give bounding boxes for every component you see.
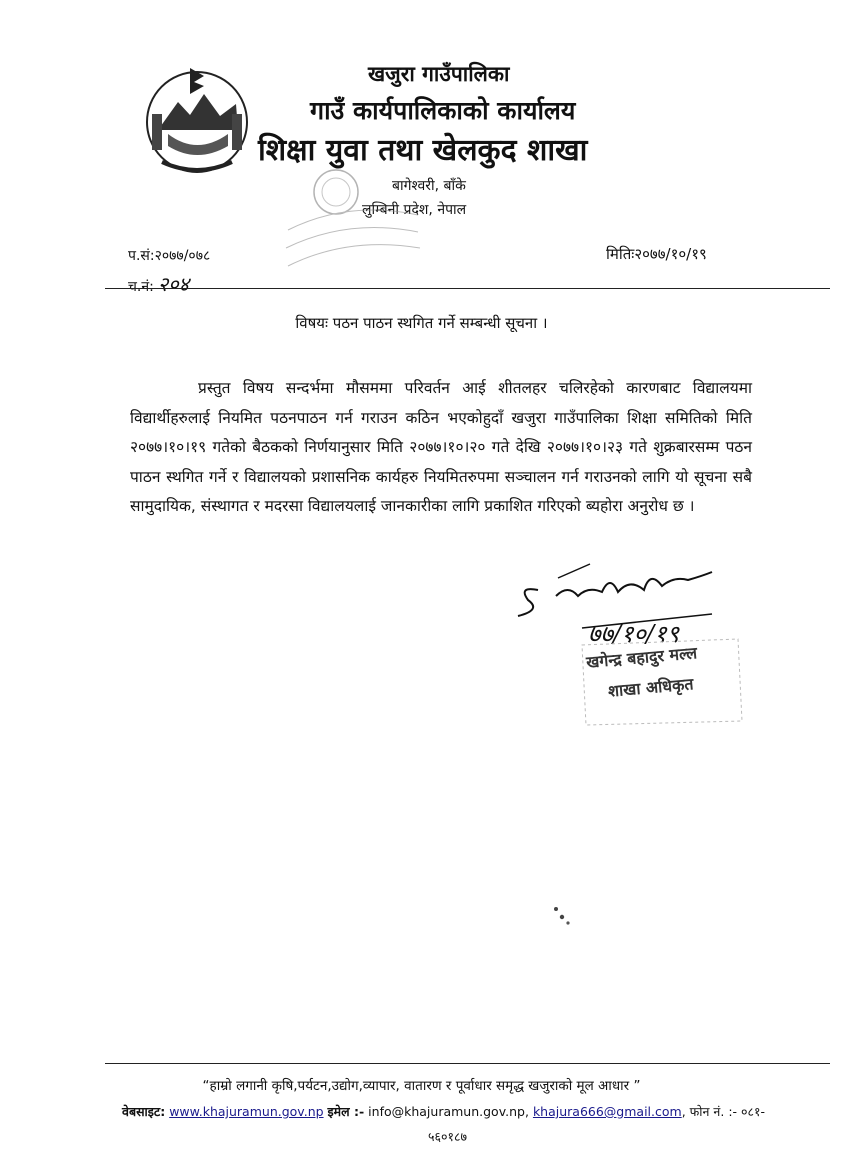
reference-number: प.सं:२०७७/०७८ [128,248,211,264]
municipality-name: खजुरा गाउँपालिका [368,62,510,86]
website-link[interactable]: www.khajuramun.gov.np [169,1104,324,1119]
header-divider [105,288,830,289]
notice-body: प्रस्तुत विषय सन्दर्भमा मौसममा परिवर्तन आई शीतलहर चलिरहेको कारणबाट विद्यालयमा विद्यार्थीहरुलाई नियमित पठनपाठन गर्न गराउन कठिन भएकोहुदाँ खजुरा गाउँपालिका शिक्षा समितिको मिति २०७७।१०।१९ गतेको बैठकको निर्णयानुसार मिति २०७७।१०।२० गते देखि २०७७।१०।२३ गते शुक्रबारसम्म पठन पाठन स्थगित गर्ने र विद्यालयको प्रशासनिक कार्यहरु नियमितरुपमा सञ्चालन गर्न गराउनको लागि यो सूचना सबै सामुदायिक, संस्थागत र मदरसा विद्यालयलाई जानकारीका लागि प्रकाशित गरिएको ब्यहोरा अनुरोध छ । [130,379,752,515]
dispatch-number: २०४ [157,272,190,296]
dispatch-number-row [128,270,189,297]
signature-date: ७७/१०/१९ [588,620,680,648]
office-seal-stamp [278,160,428,280]
phone-label: , फोन नं. :- [681,1104,738,1119]
address-line-1: बागेश्वरी, बाँके [392,178,466,194]
website-label: वेबसाइट: [122,1104,166,1119]
government-emblem-icon [138,60,256,180]
email-link-2[interactable]: khajura666@gmail.com [532,1104,682,1119]
phone-number-part-2: ५६०१८७ [428,1129,468,1144]
branch-name: शिक्षा युवा तथा खेलकुद शाखा [258,133,588,168]
office-name: गाउँ कार्यपालिकाको कार्यालय [310,96,576,125]
subject-line: विषयः पठन पाठन स्थगित गर्ने सम्बन्धी सूचना । [295,314,548,332]
footer-divider [105,1063,830,1064]
ink-speck [548,903,578,928]
email-link-1[interactable]: info@khajuramun.gov.np, [368,1104,529,1119]
footer-contact [122,1103,765,1120]
letter-date: मितिः२०७७/१०/१९ [606,245,707,263]
email-label: इमेल :- [327,1104,365,1119]
footer-slogan: “हाम्रो लगानी कृषि,पर्यटन,उद्योग,व्यापार, वातारण र पूर्वाधार समृद्ध खजुराको मूल आधार ” [202,1078,641,1094]
address-line-2: लुम्बिनी प्रदेश, नेपाल [362,202,467,218]
phone-number-part-1: ०८१- [741,1104,766,1119]
officer-title: शाखा अधिकृत [607,674,695,701]
officer-name: खगेन्द्र बहादुर मल्ल [585,643,698,672]
dispatch-label: च.नं: [128,279,154,295]
